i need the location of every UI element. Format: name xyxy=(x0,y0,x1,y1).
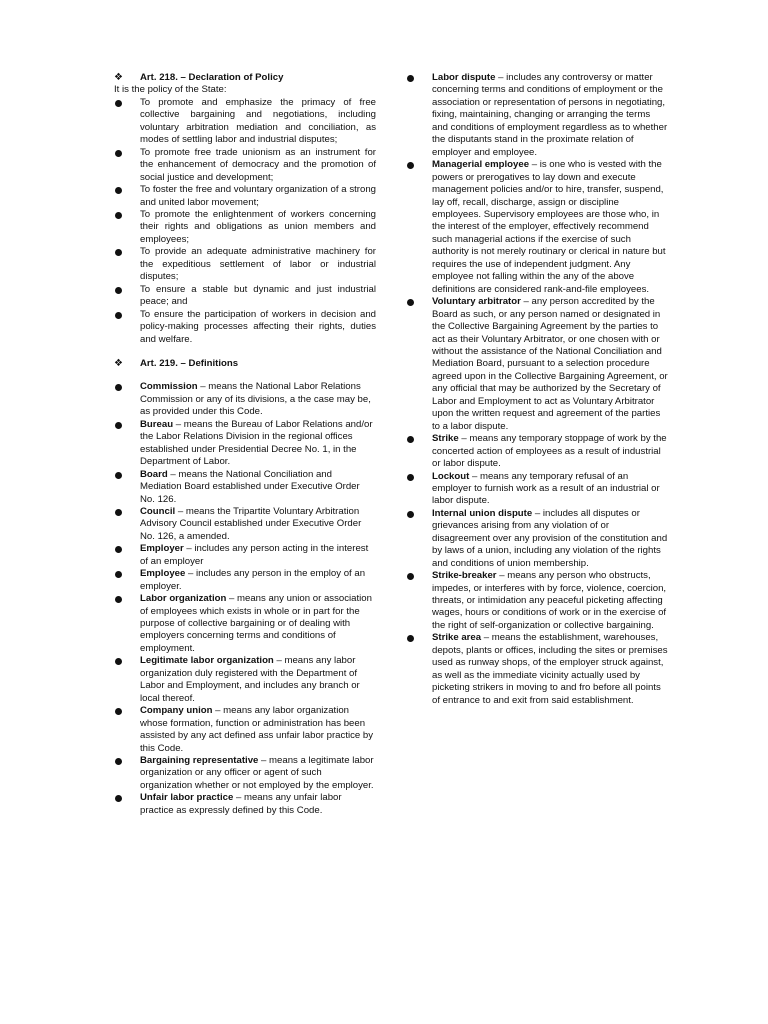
definition-term: Labor dispute xyxy=(432,72,496,83)
definition-term: Company union xyxy=(140,705,213,717)
definition-body: – is one who is vested with the powers or prerogatives to lay down and execute management policies and/or to hire, transfer, suspend, lay off, recall, discharge, assign or discipline employees. Supervisory employees are those who, in the interest of the employer, effectively recommend such managerial actions if the exercise of such authority is not merely routinary or clerical in nature but requires the use of independent judgment. Any employee not falling within the any of the above definitions are considered rank-and-file employees. xyxy=(432,159,666,295)
definition-item xyxy=(114,506,376,543)
definition-body: – means the Tripartite Voluntary Arbitration Advisory Council established under Executive Order No. 126, a amended. xyxy=(140,505,362,542)
policy-item-text: To provide an adequate administrative machinery for the expeditious settlement of labor or industrial disputes; xyxy=(140,246,376,283)
definition-term: Bargaining representative xyxy=(140,755,259,767)
bullet-icon xyxy=(114,593,140,605)
definition-body: – means the National Labor Relations Commission or any of its divisions, a the case may be, as provided under this Code. xyxy=(140,381,371,418)
policy-item-text: To ensure a stable but dynamic and just industrial peace; and xyxy=(140,283,376,308)
definition-text xyxy=(432,159,668,296)
definition-body: – means any labor organization whose formation, function or administration has been assisted by any act defined ass unfair labor practice by this Code. xyxy=(140,705,374,754)
diamond-bullet-icon: ❖ xyxy=(114,357,123,369)
definition-text xyxy=(432,508,668,570)
bullet-icon xyxy=(114,792,140,804)
definition-text xyxy=(432,433,668,470)
bullet-icon xyxy=(114,506,140,518)
bullet-icon xyxy=(114,284,140,296)
definition-body: – any person accredited by the Board as such, or any person named or designated in the Collective Bargaining Agreement by the parties to act as their Voluntary Arbitrator, or one chosen with or without the assistance of the National Conciliation and Mediation Board, pursuant to a selection procedure agreed upon in the Collective Bargaining Agreement, or any official that may be authorized by the Secretary of Labor and Employment to act as Voluntary Arbitrator upon the written request and agreement of the parties to a labor dispute. xyxy=(432,296,668,432)
bullet-icon xyxy=(114,705,140,717)
bullet-icon xyxy=(406,632,432,644)
definition-body: – means any temporary refusal of an employer to furnish work as a result of an industrial or labor dispute. xyxy=(432,470,660,507)
definition-item xyxy=(406,471,668,508)
definition-term: Managerial employee xyxy=(432,159,530,171)
right-column xyxy=(406,72,668,1024)
bullet-icon xyxy=(406,433,432,445)
definition-text xyxy=(432,296,668,433)
definition-text xyxy=(432,632,668,707)
bullet-icon xyxy=(406,296,432,308)
bullet-icon xyxy=(406,508,432,520)
right-definitions-list xyxy=(406,72,668,707)
definition-body: – includes any controversy or matter concerning terms and conditions of employment or the association or representation of persons in negotiating, fixing, maintaining, changing or arranging the terms and conditions of employment regardless as to whether the disputants stand in the proximate relation of employer and employee. xyxy=(432,72,668,158)
policy-list xyxy=(114,97,376,346)
bullet-icon xyxy=(114,309,140,321)
policy-item xyxy=(114,147,376,184)
definition-text xyxy=(140,568,376,593)
bullet-icon xyxy=(114,184,140,196)
definition-term: Strike xyxy=(432,433,459,445)
definition-item xyxy=(114,755,376,792)
definition-item xyxy=(114,568,376,593)
bullet-icon xyxy=(406,72,432,84)
policy-heading-text: Art. 218. – Declaration of Policy xyxy=(140,72,284,83)
bullet-icon xyxy=(114,209,140,221)
definition-text xyxy=(140,655,376,705)
policy-item xyxy=(114,309,376,346)
definition-body: – means a legitimate labor organization or any officer or agent of such organization whether or not employed by the employer. xyxy=(140,755,374,791)
definition-text xyxy=(432,471,668,508)
left-definitions-list xyxy=(114,381,376,817)
bullet-icon xyxy=(114,543,140,555)
definition-item xyxy=(114,381,376,418)
definition-term: Unfair labor practice xyxy=(140,792,234,804)
policy-heading xyxy=(114,72,376,84)
definition-term: Strike area xyxy=(432,632,482,644)
definition-text xyxy=(140,419,376,469)
left-column xyxy=(114,72,376,1024)
bullet-icon xyxy=(114,568,140,580)
policy-item xyxy=(114,97,376,147)
definition-body: – means any temporary stoppage of work by the concerted action of employees as a result of industrial or labor dispute. xyxy=(432,433,667,470)
definition-body: – means the establishment, warehouses, depots, plants or offices, including the sites or premises used as runway shops, of the employer struck against, as well as the immediate vicinity actually used by picketing strikers in moving to and fro before all points of entrance to and exit from said establishment. xyxy=(432,632,668,706)
policy-item-text: To foster the free and voluntary organization of a strong and united labor movement; xyxy=(140,184,376,208)
definition-item xyxy=(406,570,668,632)
definition-text xyxy=(140,381,376,418)
definition-body: – includes any person in the employ of an employer. xyxy=(140,568,366,592)
definition-text xyxy=(140,705,376,755)
definition-text xyxy=(140,792,376,817)
definitions-heading xyxy=(114,358,376,370)
definition-text xyxy=(432,570,668,632)
bullet-icon xyxy=(114,469,140,481)
definition-body: – includes all disputes or grievances arising from any violation of or disagreement over any provision of the constitution and by laws of a union, including any violation of the rights and conditions of union membership. xyxy=(432,507,668,569)
definition-item xyxy=(114,419,376,469)
definition-item xyxy=(114,469,376,506)
policy-item-text: To promote free trade unionism as an instrument for the enhancement of democracy and the promotion of social justice and development; xyxy=(140,146,376,183)
definition-item xyxy=(114,593,376,655)
definition-term: Bureau xyxy=(140,418,174,430)
policy-item xyxy=(114,284,376,309)
definition-text xyxy=(140,593,376,655)
bullet-icon xyxy=(406,471,432,483)
bullet-icon xyxy=(114,381,140,393)
definition-term: Employer xyxy=(140,543,184,555)
definition-body: – means any unfair labor practice as expressly defined by this Code. xyxy=(140,792,342,816)
policy-item xyxy=(114,184,376,209)
bullet-icon xyxy=(406,570,432,582)
bullet-icon xyxy=(114,755,140,767)
policy-intro: It is the policy of the State: xyxy=(114,84,227,96)
policy-item-text: To promote the enlightenment of workers concerning their rights and obligations as union members and employees; xyxy=(140,208,376,245)
definition-term: Labor organization xyxy=(140,593,227,605)
definition-item xyxy=(406,72,668,159)
definition-body: – includes any person acting in the interest of an employer xyxy=(140,543,369,567)
diamond-bullet-icon: ❖ xyxy=(114,72,123,83)
definition-text xyxy=(140,755,376,792)
definition-term: Employee xyxy=(140,568,186,580)
definitions-heading-text: Art. 219. – Definitions xyxy=(140,357,239,369)
bullet-icon xyxy=(114,147,140,159)
definition-text xyxy=(140,506,376,543)
definition-text xyxy=(432,72,668,159)
definition-item xyxy=(406,159,668,296)
definition-body: – means any union or association of employees which exists in whole or in part for the purpose of collective bargaining or of dealing with employers concerning terms and conditions of employment. xyxy=(140,593,372,654)
definition-text xyxy=(140,543,376,568)
definition-term: Strike-breaker xyxy=(432,570,497,582)
bullet-icon xyxy=(114,655,140,667)
definition-term: Voluntary arbitrator xyxy=(432,296,521,308)
bullet-icon xyxy=(114,97,140,109)
bullet-icon xyxy=(114,419,140,431)
definition-item xyxy=(406,508,668,570)
definition-term: Board xyxy=(140,468,168,480)
definition-term: Legitimate labor organization xyxy=(140,655,274,667)
policy-item-text: To promote and emphasize the primacy of free collective bargaining and negotiations, including voluntary arbitration mediation and conciliation, as modes of settling labor and industrial disputes; xyxy=(140,96,376,146)
definition-text xyxy=(140,469,376,506)
definition-item xyxy=(406,632,668,707)
definition-item xyxy=(114,705,376,755)
definition-term: Council xyxy=(140,505,176,517)
definition-body: – means any labor organization duly registered with the Department of Labor and Employment, and includes any branch or local thereof. xyxy=(140,655,360,704)
definition-item xyxy=(114,792,376,817)
definition-item xyxy=(406,296,668,433)
definition-term: Commission xyxy=(140,381,198,393)
bullet-icon xyxy=(114,246,140,258)
policy-item xyxy=(114,209,376,246)
definition-item xyxy=(114,655,376,705)
definition-body: – means the Bureau of Labor Relations and/or the Labor Relations Division in the regional offices established under Presidential Decree No. 1, in the Department of Labor. xyxy=(140,418,373,468)
definition-body: – means the National Conciliation and Mediation Board established under Executive Order No. 126. xyxy=(140,468,360,505)
bullet-icon xyxy=(406,159,432,171)
definition-item xyxy=(114,543,376,568)
policy-item xyxy=(114,246,376,283)
definition-body: – means any person who obstructs, impedes, or interferes with by force, violence, coercion, threats, or intimidation any peaceful picketing affecting wages, hours or conditions of work or in the exercise of the right of self-organization or collective bargaining. xyxy=(432,570,667,631)
definition-item xyxy=(406,433,668,470)
definition-term: Internal union dispute xyxy=(432,507,533,519)
definition-term: Lockout xyxy=(432,470,470,482)
policy-item-text: To ensure the participation of workers in decision and policy-making processes affecting their rights, duties and welfare. xyxy=(140,308,376,345)
